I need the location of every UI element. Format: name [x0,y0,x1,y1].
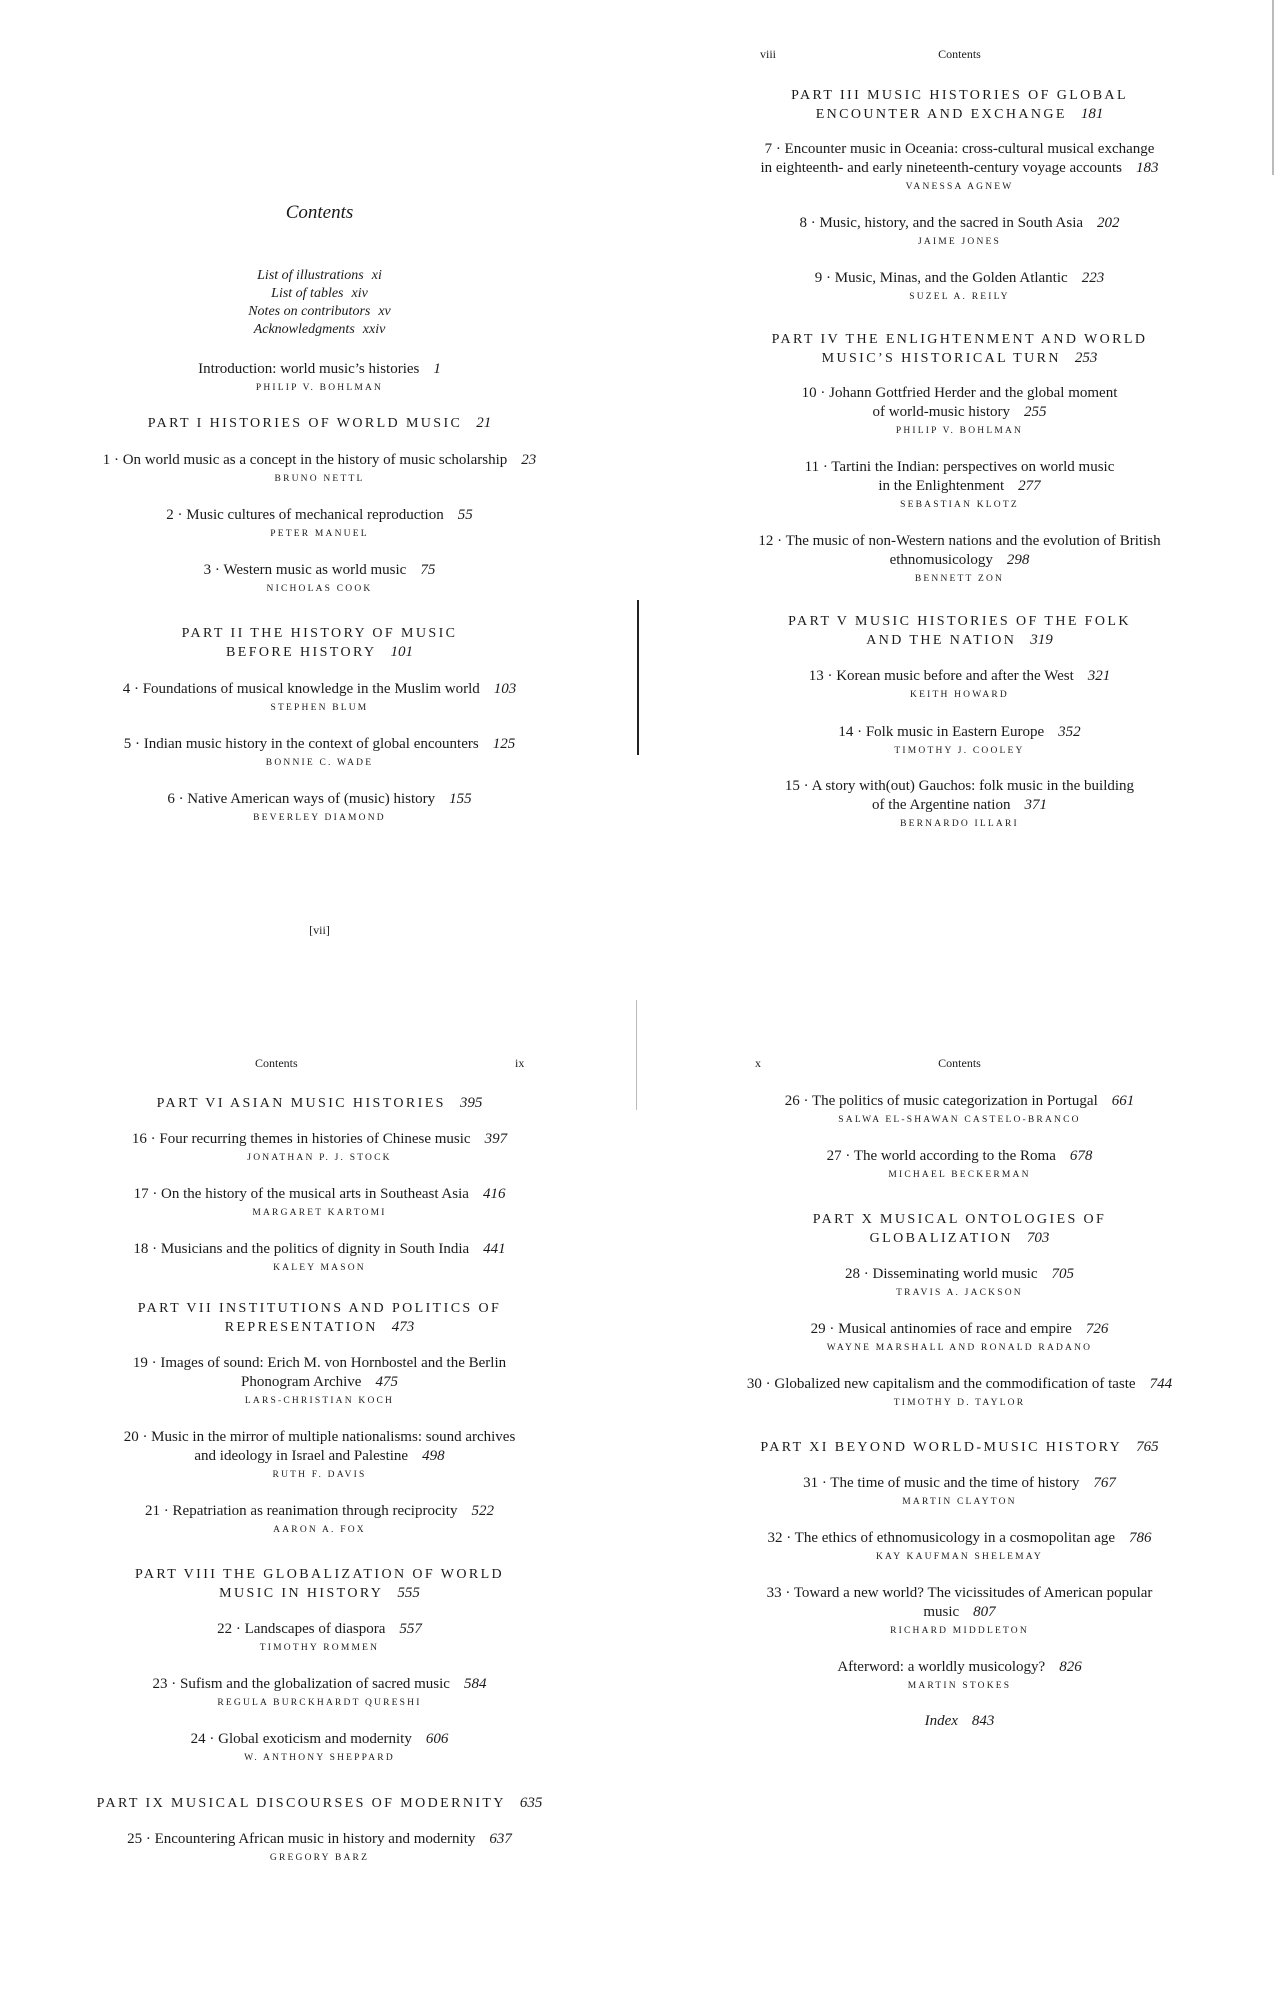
page-gutter-shadow [637,600,639,755]
toc-entry-chapter-19: 19 · Images of sound: Erich M. von Hornbostel and the Berlin Phonogram Archive 475 LARS-CHRISTIAN KOCH [132,1355,507,1406]
toc-entry-chapter-17: 17 · On the history of the musical arts in Southeast Asia 416 MARGARET KARTOMI [133,1186,506,1218]
toc-entry-chapter-12: 12 · The music of non-Western nations and the evolution of British ethnomusicology 298 BENNETT ZON [758,533,1161,584]
toc-entry-chapter-3: 3 · Western music as world music 75 NICHOLAS COOK [203,562,436,594]
toc-entry-chapter-32: 32 · The ethics of ethnomusicology in a cosmopolitan age 786 KAY KAUFMAN SHELEMAY [767,1530,1152,1562]
front-matter-list [0,267,639,339]
part-heading-4: PART IV THE ENLIGHTENMENT AND WORLD MUSIC’S HISTORICAL TURN 253 [771,332,1148,366]
page-edge-shadow [1272,0,1274,175]
toc-entry-chapter-9: 9 · Music, Minas, and the Golden Atlantic 223 SUZEL A. REILY [814,270,1105,302]
page-edge-shadow [636,1000,637,1110]
toc-entry-chapter-30: 30 · Globalized new capitalism and the commodification of taste 744 TIMOTHY D. TAYLOR [746,1376,1173,1408]
toc-entry-chapter-28: 28 · Disseminating world music 705 TRAVIS A. JACKSON [845,1266,1074,1298]
toc-entry-chapter-13: 13 · Korean music before and after the West 321 KEITH HOWARD [808,668,1111,700]
toc-entry-chapter-24: 24 · Global exoticism and modernity 606 W. ANTHONY SHEPPARD [190,1731,449,1763]
toc-entry-chapter-25: 25 · Encountering African music in history and modernity 637 GREGORY BARZ [127,1831,512,1863]
front-matter-item: Acknowledgments xxiv [253,322,386,337]
toc-entry-chapter-2: 2 · Music cultures of mechanical reproduction 55 PETER MANUEL [166,507,473,539]
front-matter-item: Notes on contributors xv [248,304,391,319]
toc-entry-afterword: Afterword: a worldly musicology? 826 MARTIN STOKES [837,1659,1082,1691]
toc-entry-chapter-6: 6 · Native American ways of (music) history 155 BEVERLEY DIAMOND [167,791,472,823]
part-heading-1: PART I HISTORIES OF WORLD MUSIC 21 [147,415,492,431]
toc-entry-chapter-15: 15 · A story with(out) Gauchos: folk music in the building of the Argentine nation 371 BERNARDO ILLARI [784,778,1135,829]
part-heading-10: PART X MUSICAL ONTOLOGIES OF GLOBALIZATION 703 [812,1212,1107,1246]
part-heading-6: PART VI ASIAN MUSIC HISTORIES 395 [156,1095,483,1111]
toc-entry-chapter-26: 26 · The politics of music categorization in Portugal 661 SALWA EL-SHAWAN CASTELO-BRANCO [784,1093,1135,1125]
page-folio: viii [760,47,777,61]
running-head: Contents [938,47,981,61]
part-heading-7: PART VII INSTITUTIONS AND POLITICS OF REPRESENTATION 473 [137,1301,502,1335]
toc-page-vii [0,0,639,1000]
part-heading-11: PART XI BEYOND WORLD-MUSIC HISTORY 765 [760,1439,1159,1455]
toc-page-x [640,1000,1279,2000]
toc-entry-chapter-27: 27 · The world according to the Roma 678 MICHAEL BECKERMAN [826,1148,1093,1180]
toc-entry-index: Index 843 [924,1713,995,1729]
toc-page-viii [640,0,1279,1000]
toc-entry-chapter-1: 1 · On world music as a concept in the history of music scholarship 23 BRUNO NETTL [102,452,537,484]
part-heading-2: PART II THE HISTORY OF MUSIC BEFORE HISTORY 101 [181,626,458,660]
page-folio: ix [515,1056,525,1070]
running-head: Contents [255,1056,298,1070]
part-heading-3: PART III MUSIC HISTORIES OF GLOBAL ENCOUNTER AND EXCHANGE 181 [791,88,1128,122]
page-folio: x [755,1056,761,1070]
contents-title: Contents [285,202,354,223]
toc-entry-chapter-10: 10 · Johann Gottfried Herder and the global moment of world-music history 255 PHILIP V. BOHLMAN [801,385,1118,436]
toc-entry-chapter-14: 14 · Folk music in Eastern Europe 352 TIMOTHY J. COOLEY [838,724,1081,756]
front-matter-item: List of tables xiv [271,286,368,301]
toc-entry-chapter-31: 31 · The time of music and the time of history 767 MARTIN CLAYTON [803,1475,1116,1507]
front-matter-item: List of illustrations xi [257,268,382,283]
toc-entry-chapter-11: 11 · Tartini the Indian: perspectives on world music in the Enlightenment 277 SEBASTIAN KLOTZ [804,459,1115,510]
part-heading-5: PART V MUSIC HISTORIES OF THE FOLK AND THE NATION 319 [788,614,1131,648]
toc-entry-chapter-21: 21 · Repatriation as reanimation through reciprocity 522 AARON A. FOX [145,1503,494,1535]
running-head: Contents [938,1056,981,1070]
part-heading-9: PART IX MUSICAL DISCOURSES OF MODERNITY 635 [96,1795,543,1811]
toc-entry-chapter-33: 33 · Toward a new world? The vicissitudes of American popular music 807 RICHARD MIDDLETON [766,1585,1153,1636]
page-folio: [vii] [309,923,330,937]
toc-entry-chapter-18: 18 · Musicians and the politics of dignity in South India 441 KALEY MASON [133,1241,506,1273]
toc-entry-chapter-8: 8 · Music, history, and the sacred in South Asia 202 JAIME JONES [799,215,1120,247]
toc-entry-chapter-23: 23 · Sufism and the globalization of sacred music 584 REGULA BURCKHARDT QURESHI [152,1676,487,1708]
toc-entry-chapter-7: 7 · Encounter music in Oceania: cross-cultural musical exchange in eighteenth- and early nineteenth-century voyage accounts 183 VANESSA AGNEW [760,141,1159,192]
toc-entry-chapter-4: 4 · Foundations of musical knowledge in the Muslim world 103 STEPHEN BLUM [122,681,517,713]
toc-entry-chapter-20: 20 · Music in the mirror of multiple nationalisms: sound archives and ideology in Israel and Palestine 498 RUTH F. DAVIS [123,1429,516,1480]
toc-entry-introduction: Introduction: world music’s histories 1 PHILIP V. BOHLMAN [198,361,441,393]
toc-entry-chapter-29: 29 · Musical antinomies of race and empire 726 WAYNE MARSHALL AND RONALD RADANO [810,1321,1109,1353]
toc-entry-chapter-16: 16 · Four recurring themes in histories of Chinese music 397 JONATHAN P. J. STOCK [131,1131,508,1163]
toc-entry-chapter-22: 22 · Landscapes of diaspora 557 TIMOTHY ROMMEN [217,1621,422,1653]
toc-entry-chapter-5: 5 · Indian music history in the context of global encounters 125 BONNIE C. WADE [123,736,516,768]
toc-page-ix [0,1000,639,2000]
part-heading-8: PART VIII THE GLOBALIZATION OF WORLD MUSIC IN HISTORY 555 [134,1567,505,1601]
